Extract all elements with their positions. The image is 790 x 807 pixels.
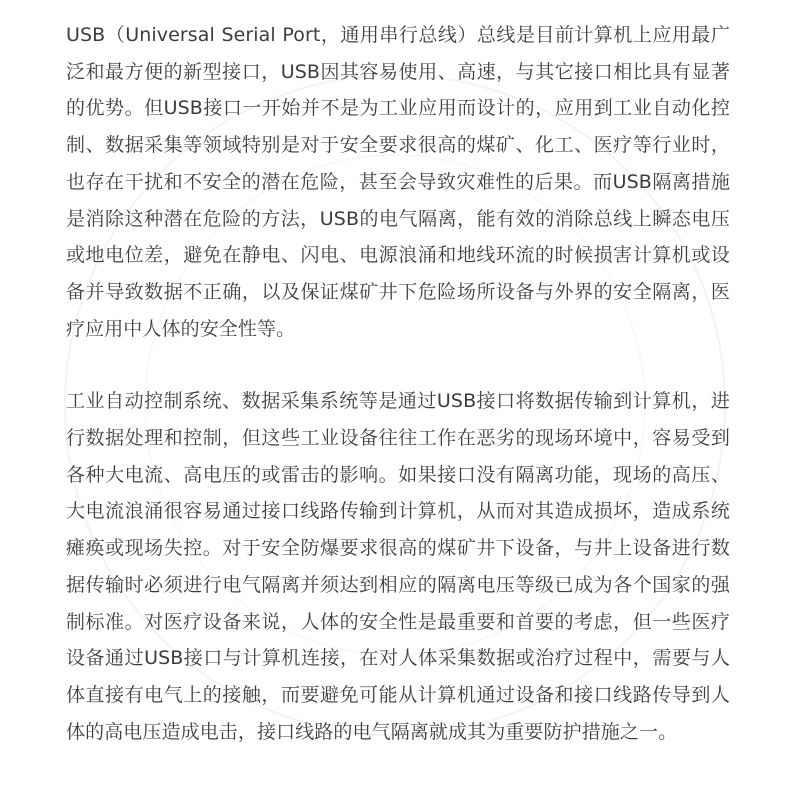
paragraph-industrial-isolation: 工业自动控制系统、数据采集系统等是通过USB接口将数据传输到计算机，进行数据处理和控制，但这些工业设备往往工作在恶劣的现场环境中，容易受到各种大电流、高电压的或雷击的影响。如果接口没有隔离功能，现场的高压、大电流浪涌很容易通过接口线路传输到计算机，从而对其造成损坏，造成系统瘫痪或现场失控。对于安全防爆要求很高的煤矿井下设备，与井上设备进行数据传输时必须进行电气隔离并须达到相应的隔离电压等级已成为各个国家的强制标准。对医疗设备来说，人体的安全性是最重要和首要的考虑，但一些医疗设备通过USB接口与计算机连接，在对人体采集数据或治疗过程中，需要与人体直接有电气上的接触，而要避免可能从计算机通过设备和接口线路传导到人体的高电压造成电击，接口线路的电气隔离就成其为重要防护措施之一。 [66,390,730,743]
article-body [66,17,730,750]
paragraph-usb-overview: USB（Universal Serial Port，通用串行总线）总线是目前计算机上应用最广泛和最方便的新型接口，USB因其容易使用、高速，与其它接口相比具有显著的优势。但USB接口一开始并不是为工业应用而设计的，应用到工业自动化控制、数据采集等领域特别是对于安全要求很高的煤矿、化工、医疗等行业时，也存在干扰和不安全的潜在危险，甚至会导致灾难性的后果。而USB隔离措施是消除这种潜在危险的方法，USB的电气隔离，能有效的消除总线上瞬态电压或地电位差，避免在静电、闪电、电源浪涌和地线环流的时候损害计算机或设备并导致数据不正确，以及保证煤矿井下危险场所设备与外界的安全隔离，医疗应用中人体的安全性等。 [66,24,730,340]
